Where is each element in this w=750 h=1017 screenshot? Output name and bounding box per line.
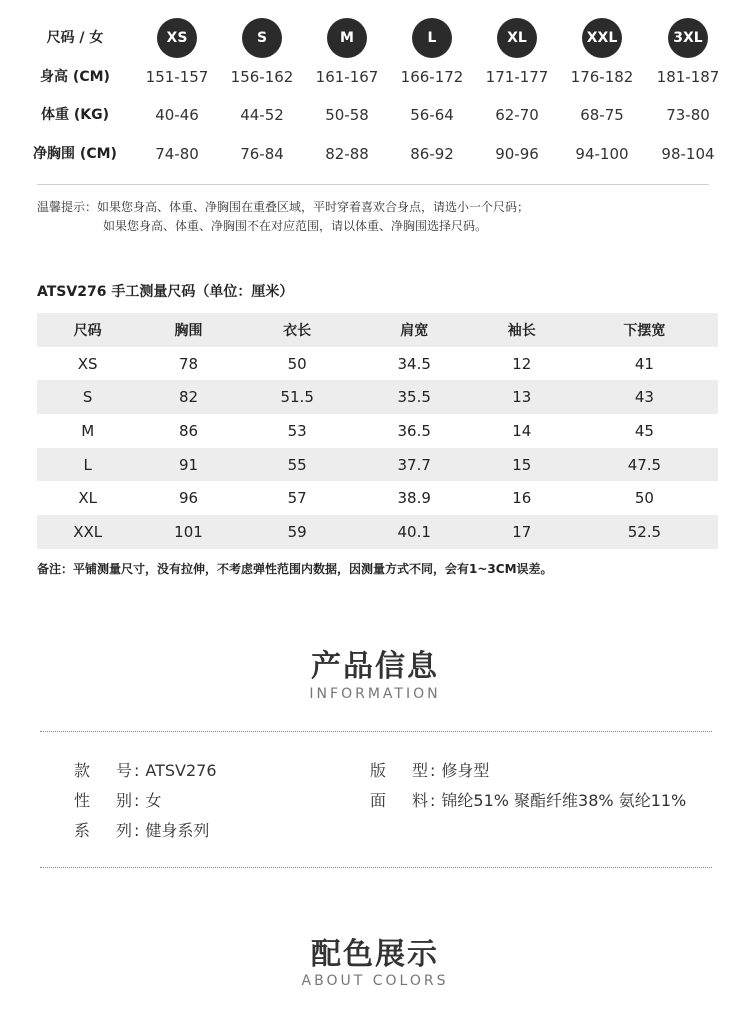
table-cell: 37.7 — [356, 448, 473, 482]
height-cell: 151-157 — [145, 68, 209, 86]
info-value: ATSV276 — [145, 761, 217, 780]
info-key: 版型 — [370, 761, 428, 780]
table-cell: 36.5 — [397, 421, 431, 440]
info-key: 面料 — [370, 791, 428, 810]
height-cell: 181-187 — [656, 68, 720, 86]
table-cell: XXL — [37, 515, 138, 549]
height-row — [0, 57, 750, 97]
table-cell: 57 — [287, 489, 307, 508]
info-key: 款号 — [74, 761, 132, 780]
column-header: 下摆宽 — [571, 313, 718, 347]
table-cell: 41 — [634, 354, 654, 373]
size-badge-xs: XS — [157, 18, 197, 58]
chest-cell: 98-104 — [661, 145, 715, 163]
chest-cell: 76-84 — [240, 145, 284, 163]
table-cell: L — [37, 448, 138, 482]
dotted-divider — [40, 731, 712, 732]
weight-cell: 50-58 — [325, 106, 369, 124]
table-cell: 50 — [287, 354, 307, 373]
table-cell: XS — [77, 354, 98, 373]
size-badge-l: L — [412, 18, 452, 58]
weight-cell: 40-46 — [155, 106, 199, 124]
chest-label: 净胸围 (CM) — [33, 146, 117, 162]
table-row — [37, 448, 718, 482]
column-header: 胸围 — [138, 313, 238, 347]
dotted-divider — [40, 867, 712, 868]
table-cell: 12 — [512, 354, 532, 373]
size-badge-s: S — [242, 18, 282, 58]
table-cell: 86 — [178, 421, 199, 440]
table-cell: M — [81, 421, 95, 440]
chest-cell: 82-88 — [325, 145, 369, 163]
height-cell: 171-177 — [485, 68, 549, 86]
product-info-subtitle: INFORMATION — [309, 686, 441, 702]
info-key: 性别 — [74, 791, 132, 810]
table-cell: 43 — [571, 380, 718, 414]
table-cell: 78 — [178, 354, 199, 373]
tip-line-1: 温馨提示：如果您身高、体重、净胸围在重叠区域，平时穿着喜欢合身点，请选小一个尺码； — [37, 200, 530, 214]
product-info-title: 产品信息 — [311, 649, 439, 684]
colors-title: 配色展示 — [311, 937, 439, 972]
table-cell: 17 — [473, 515, 571, 549]
table-cell: 38.9 — [397, 489, 431, 508]
height-cell: 166-172 — [400, 68, 464, 86]
size-header-row — [0, 18, 750, 58]
height-label: 身高 (CM) — [40, 69, 110, 85]
table-cell: 59 — [239, 515, 356, 549]
info-value: 修身型 — [441, 761, 490, 780]
table-cell: 82 — [138, 380, 238, 414]
table-cell: 13 — [473, 380, 571, 414]
table-row — [37, 347, 718, 381]
table-row — [37, 481, 718, 515]
info-fit: 版型 : 修身型 — [370, 758, 489, 781]
weight-cell: 73-80 — [666, 106, 710, 124]
table-cell: 51.5 — [239, 380, 356, 414]
colors-subtitle: ABOUT COLORS — [301, 973, 449, 989]
weight-cell: 68-75 — [580, 106, 624, 124]
chest-row — [0, 134, 750, 174]
table-cell: 47.5 — [571, 448, 718, 482]
info-value: 锦纶51% 聚酯纤维38% 氨纶11% — [441, 791, 687, 810]
weight-cell: 56-64 — [410, 106, 454, 124]
measure-table — [37, 313, 718, 549]
table-cell: 55 — [239, 448, 356, 482]
size-badge-m: M — [327, 18, 367, 58]
table-row — [37, 414, 718, 448]
table-header-row — [37, 313, 718, 347]
table-cell: 50 — [634, 489, 654, 508]
info-value: 女 — [145, 791, 162, 810]
column-header: 袖长 — [473, 313, 571, 347]
weight-label: 体重 (KG) — [40, 107, 109, 123]
info-key: 系列 — [74, 821, 132, 840]
weight-cell: 62-70 — [495, 106, 539, 124]
size-badge-3xl: 3XL — [668, 18, 708, 58]
divider — [37, 184, 709, 185]
chest-cell: 86-92 — [410, 145, 454, 163]
info-series: 系列 : 健身系列 — [74, 818, 209, 841]
table-cell: 14 — [512, 421, 532, 440]
height-cell: 156-162 — [230, 68, 294, 86]
table-cell: XL — [78, 489, 97, 508]
size-header-label: 尺码 / 女 — [46, 30, 104, 46]
height-cell: 161-167 — [315, 68, 379, 86]
tip-line-2: 如果您身高、体重、净胸围不在对应范围，请以体重、净胸围选择尺码。 — [103, 219, 488, 233]
chest-cell: 90-96 — [495, 145, 539, 163]
table-cell: 40.1 — [356, 515, 473, 549]
table-cell: 16 — [512, 489, 532, 508]
table-row — [37, 515, 718, 549]
table-cell: 45 — [634, 421, 654, 440]
table-cell: 96 — [178, 489, 199, 508]
table-cell: 53 — [287, 421, 307, 440]
table-cell: 35.5 — [356, 380, 473, 414]
size-badge-xxl: XXL — [582, 18, 622, 58]
chest-cell: 74-80 — [155, 145, 199, 163]
table-cell: 91 — [138, 448, 238, 482]
info-fabric: 面料 : 锦纶51% 聚酯纤维38% 氨纶11% — [370, 788, 686, 811]
table-cell: 52.5 — [571, 515, 718, 549]
measure-note: 备注：平铺测量尺寸，没有拉伸，不考虑弹性范围内数据，因测量方式不同，会有1~3CM误差。 — [37, 562, 553, 576]
table-cell: 101 — [138, 515, 238, 549]
size-badge-xl: XL — [497, 18, 537, 58]
weight-cell: 44-52 — [240, 106, 284, 124]
column-header: 尺码 — [37, 313, 138, 347]
weight-row — [0, 95, 750, 135]
column-header: 肩宽 — [356, 313, 473, 347]
info-style-no: 款号 : ATSV276 — [74, 758, 217, 781]
chest-cell: 94-100 — [575, 145, 629, 163]
info-value: 健身系列 — [145, 821, 210, 840]
table-cell: 34.5 — [397, 354, 431, 373]
column-header: 衣长 — [239, 313, 356, 347]
measure-title: ATSV276 手工测量尺码（单位：厘米） — [37, 284, 294, 300]
table-row — [37, 380, 718, 414]
height-cell: 176-182 — [570, 68, 634, 86]
table-cell: S — [37, 380, 138, 414]
info-gender: 性别 : 女 — [74, 788, 161, 811]
table-cell: 15 — [473, 448, 571, 482]
